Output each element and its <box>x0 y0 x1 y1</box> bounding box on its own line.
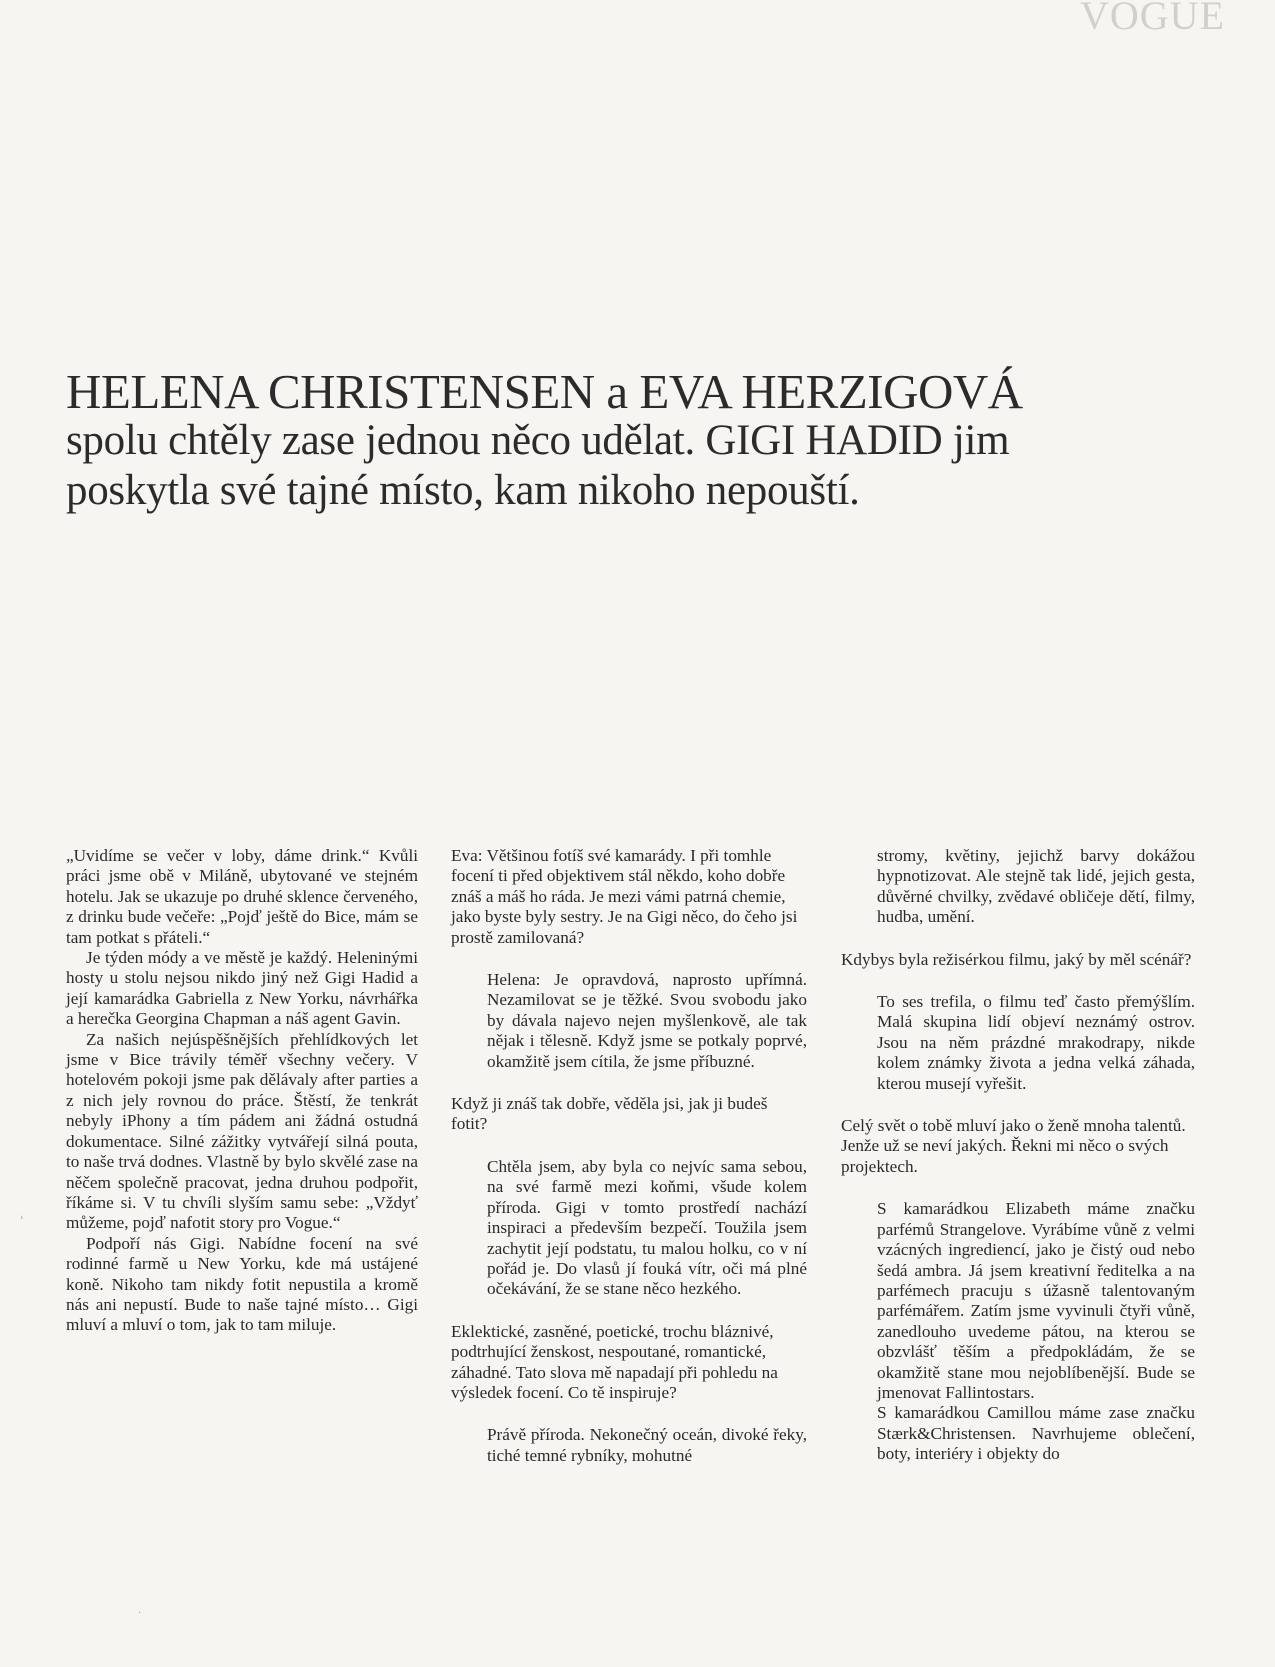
print-mark: · <box>138 1608 142 1619</box>
interview-answer: Chtěla jsem, aby byla co nejvíc sama sebou, na své farmě mezi koňmi, všude kolem příroda. Gigi v tomto prostředí nachází inspiraci a především bezpečí. Toužila jsem zachytit její podstatu, tu malou holku, co v ní pořád je. Do vlasů jí fouká vítr, oči má plné očekávání, že se stane něco hezkého. <box>487 1156 807 1299</box>
headline-line-2: spolu chtěly zase jednou něco udělat. GIGI HADID jim <box>66 417 1010 464</box>
brand-logo: VOGUE <box>1080 0 1225 38</box>
print-mark: › <box>20 1212 24 1223</box>
paragraph: „Uvidíme se večer v loby, dáme drink.“ Kvůli práci jsme obě v Miláně, ubytované ve stejném hotelu. Jak se ukazuje po druhé sklence červeného, z drinku bude večeře: „Pojď ještě do Bice, mám se tam potkat s přáteli.“ <box>66 846 418 947</box>
text-column-3 <box>841 846 1195 1465</box>
interview-question: Když ji znáš tak dobře, věděla jsi, jak ji budeš fotit? <box>451 1094 768 1134</box>
interview-answer: To ses trefila, o filmu teď často přemýšlím. Malá skupina lidí objeví neznámý ostrov. Jsou na něm prázdné mrakodrapy, nikde kolem známky života a jedna velká záhada, kterou musejí vyřešit. <box>877 992 1195 1093</box>
headline-line-1: HELENA CHRISTENSEN a EVA HERZIGOVÁ <box>66 364 1023 419</box>
paragraph: Za našich nejúspěšnějších přehlídkových let jsme v Bice trávily téměř všechny večery. V hotelovém pokoji jsme pak dělávaly after parties a z nich jely rovnou do práce. Štěstí, že tenkrát nebyly iPhony a tím pádem ani žádná ostudná dokumentace. Silné zážitky vytvářejí silná pouta, to naše trvá dodnes. Vlastně by bylo skvělé zase na něčem společně pracovat, jedna druhou podpořit, říkáme si. V tu chvíli slyším samu sebe: „Vždyť můžeme, pojď nafotit story pro Vogue.“ <box>66 1029 418 1233</box>
interview-question: Eva: Většinou fotíš své kamarády. I při tomhle focení ti před objektivem stál někdo, koho dobře znáš a máš ho ráda. Je mezi vámi patrná chemie, jako byste byly sestry. Je na Gigi něco, do čeho jsi prostě zamilovaná? <box>451 846 798 947</box>
interview-answer: Právě příroda. Nekonečný oceán, divoké řeky, tiché temné rybníky, mohutné <box>487 1425 807 1465</box>
interview-answer: S kamarádkou Elizabeth máme značku parfémů Strangelove. Vyrábíme vůně z velmi vzácných ingrediencí, jako je čistý oud nebo šedá ambra. Já jsem kreativní ředitelka a na parfémech pracuju s úžasně talentovaným parfémářem. Zatím jsme vyvinuli čtyři vůně, zanedlouho uvedeme pátou, na kterou se obzvlášť těším a předpokládám, že se okamžitě stane mou nejoblíbenější. Bude se jmenovat Fallintostars. <box>877 1199 1195 1402</box>
interview-answer: stromy, květiny, jejichž barvy dokážou hypnotizovat. Ale stejně tak lidé, jejich gesta, důvěrné chvilky, zvědavé obličeje dětí, filmy, hudba, umění. <box>877 846 1195 927</box>
interview-question: Celý svět o tobě mluví jako o ženě mnoha talentů. Jenže už se neví jakých. Řekni mi něco o svých projektech. <box>841 1116 1186 1176</box>
interview-question: Kdybys byla režisérkou filmu, jaký by měl scénář? <box>841 949 1192 969</box>
paragraph: Podpoří nás Gigi. Nabídne focení na své rodinné farmě u New Yorku, kde má ustájené koně. Nikoho tam nikdy fotit nepustila a kromě nás ani nepustí. Bude to naše tajné místo… Gigi mluví a mluví o tom, jak to tam miluje. <box>66 1233 418 1335</box>
interview-answer: S kamarádkou Camillou máme zase značku Stærk&Christensen. Navrhujeme oblečení, boty, interiéry i objekty do <box>877 1403 1195 1464</box>
text-column-2 <box>451 846 807 1466</box>
interview-question: Eklektické, zasněné, poetické, trochu bláznivé, podtrhující ženskost, nespoutané, romantické, záhadné. Tato slova mě napadají při pohledu na výsledek focení. Co tě inspiruje? <box>451 1321 778 1402</box>
text-column-1 <box>66 846 418 1336</box>
paragraph: Je týden módy a ve městě je každý. Heleninými hosty u stolu nejsou nikdo jiný než Gigi Hadid a její kamarádka Gabriella z New Yorku, návrhářka a herečka Georgina Chapman a náš agent Gavin. <box>66 948 418 1029</box>
headline-line-3: poskytla své tajné místo, kam nikoho nepouští. <box>66 467 860 514</box>
interview-answer: Helena: Je opravdová, naprosto upřímná. Nezamilovat se je těžké. Svou svobodu jako by dávala najevo nejen myšlenkově, ale tak nějak i tělesně. Když jsme se potkaly poprvé, okamžitě jsem cítila, že jsme příbuzné. <box>487 970 807 1071</box>
headline <box>66 364 1126 516</box>
